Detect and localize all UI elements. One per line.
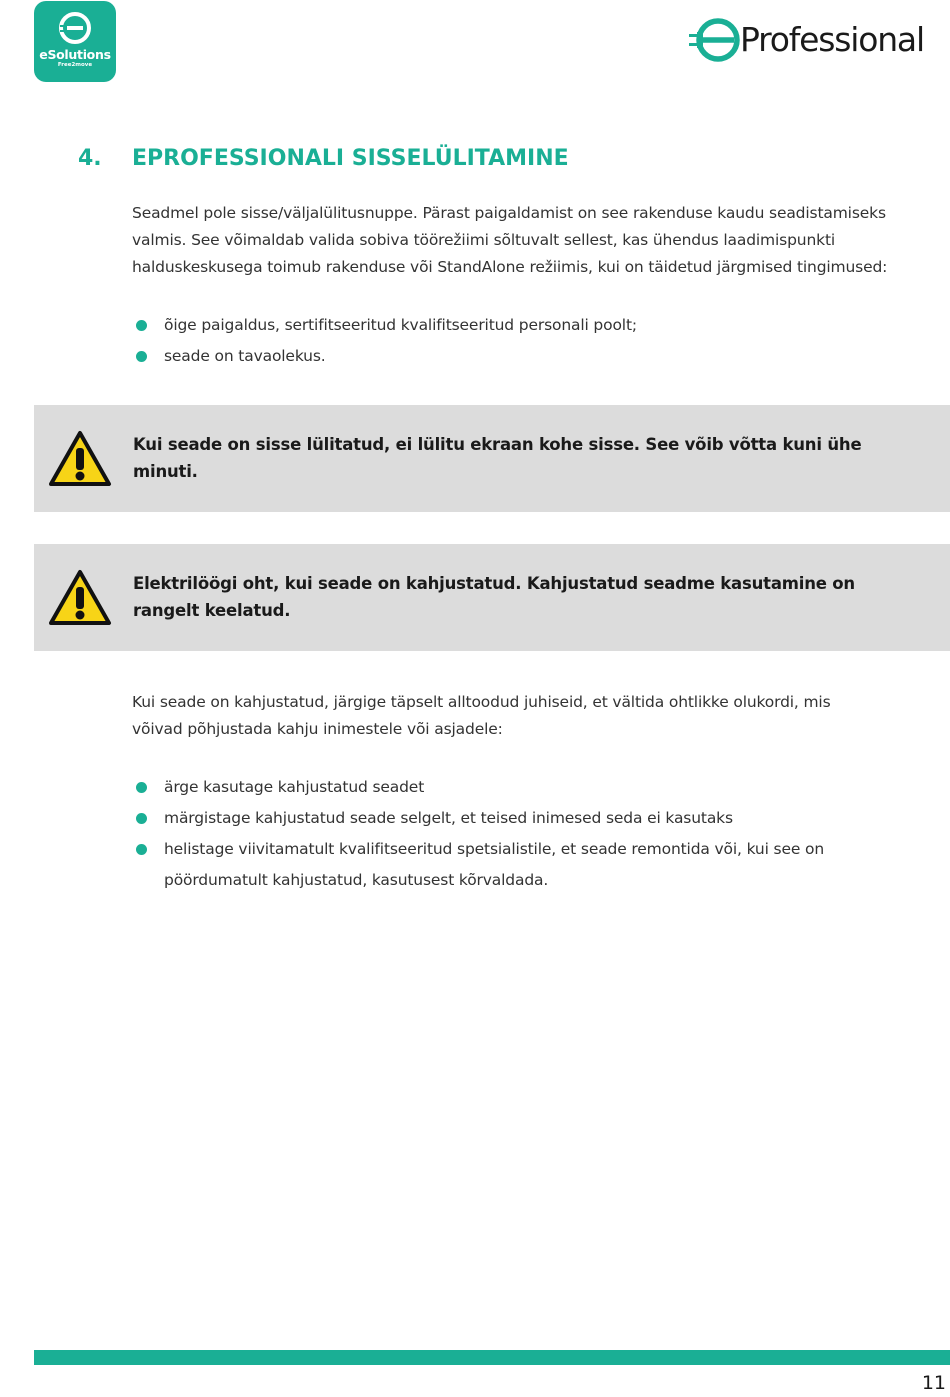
list-item	[132, 834, 950, 896]
list-item	[132, 310, 950, 341]
damage-line: võivad põhjustada kahju inimestele või asjadele:	[132, 720, 503, 738]
page-number: 11	[921, 1372, 946, 1394]
warning-line: minuti.	[133, 462, 198, 481]
bullet-dot-icon	[136, 844, 147, 855]
warning-box	[34, 405, 950, 512]
list-item-text: märgistage kahjustatud seade selgelt, et teised inimesed seda ei kasutaks	[164, 809, 733, 827]
eprofessional-logo	[688, 16, 950, 66]
intro-line: valmis. See võimaldab valida sobiva töörežiimi sõltuvalt sellest, kas ühendus laadimispunkti	[132, 231, 836, 249]
esolutions-logo-sub: Free2move	[57, 62, 93, 68]
warning-text	[133, 570, 933, 624]
damage-steps-list	[132, 772, 950, 896]
warning-line: Elektrilöögi oht, kui seade on kahjustatud. Kahjustatud seadme kasutamine on	[133, 574, 855, 593]
list-item-text: seade on tavaolekus.	[164, 347, 326, 365]
intro-paragraph	[132, 200, 950, 281]
esolutions-logo-name: eSolutions	[39, 47, 111, 62]
section-heading	[78, 146, 569, 171]
list-item	[132, 341, 950, 372]
bullet-dot-icon	[136, 782, 147, 793]
bullet-dot-icon	[136, 320, 147, 331]
esolutions-logo	[34, 1, 116, 82]
bullet-dot-icon	[136, 351, 147, 362]
list-item-text: pöördumatult kahjustatud, kasutusest kõrvaldada.	[164, 871, 549, 889]
intro-line: Seadmel pole sisse/väljalülitusnuppe. Pärast paigaldamist on see rakenduse kaudu seadistamiseks	[132, 204, 886, 222]
section-number: 4.	[78, 146, 102, 171]
eprofessional-plug-icon	[688, 16, 740, 66]
warning-line: rangelt keelatud.	[133, 601, 291, 620]
list-item-text: helistage viivitamatult kvalifitseeritud spetsialistile, et seade remontida või, kui see on	[164, 840, 825, 858]
eprofessional-logo-text: Professional	[740, 20, 924, 59]
intro-line: halduskeskusega toimub rakenduse või StandAlone režiimis, kui on täidetud järgmised tingimused:	[132, 258, 888, 276]
damage-paragraph	[132, 689, 950, 743]
warning-triangle-icon	[48, 430, 112, 488]
warning-text	[133, 431, 933, 485]
esolutions-e-icon	[58, 11, 92, 45]
footer-bar	[34, 1350, 950, 1365]
list-item-text: õige paigaldus, sertifitseeritud kvalifitseeritud personali poolt;	[164, 316, 637, 334]
list-item	[132, 772, 950, 803]
warning-line: Kui seade on sisse lülitatud, ei lülitu ekraan kohe sisse. See võib võtta kuni ühe	[133, 435, 862, 454]
warning-triangle-icon	[48, 569, 112, 627]
list-item	[132, 803, 950, 834]
bullet-dot-icon	[136, 813, 147, 824]
section-title: EPROFESSIONALI SISSELÜLITAMINE	[132, 146, 569, 171]
list-item-text: ärge kasutage kahjustatud seadet	[164, 778, 425, 796]
damage-line: Kui seade on kahjustatud, järgige täpselt alltoodud juhiseid, et vältida ohtlikke olukordi, mis	[132, 693, 831, 711]
warning-box	[34, 544, 950, 651]
conditions-list	[132, 310, 950, 372]
